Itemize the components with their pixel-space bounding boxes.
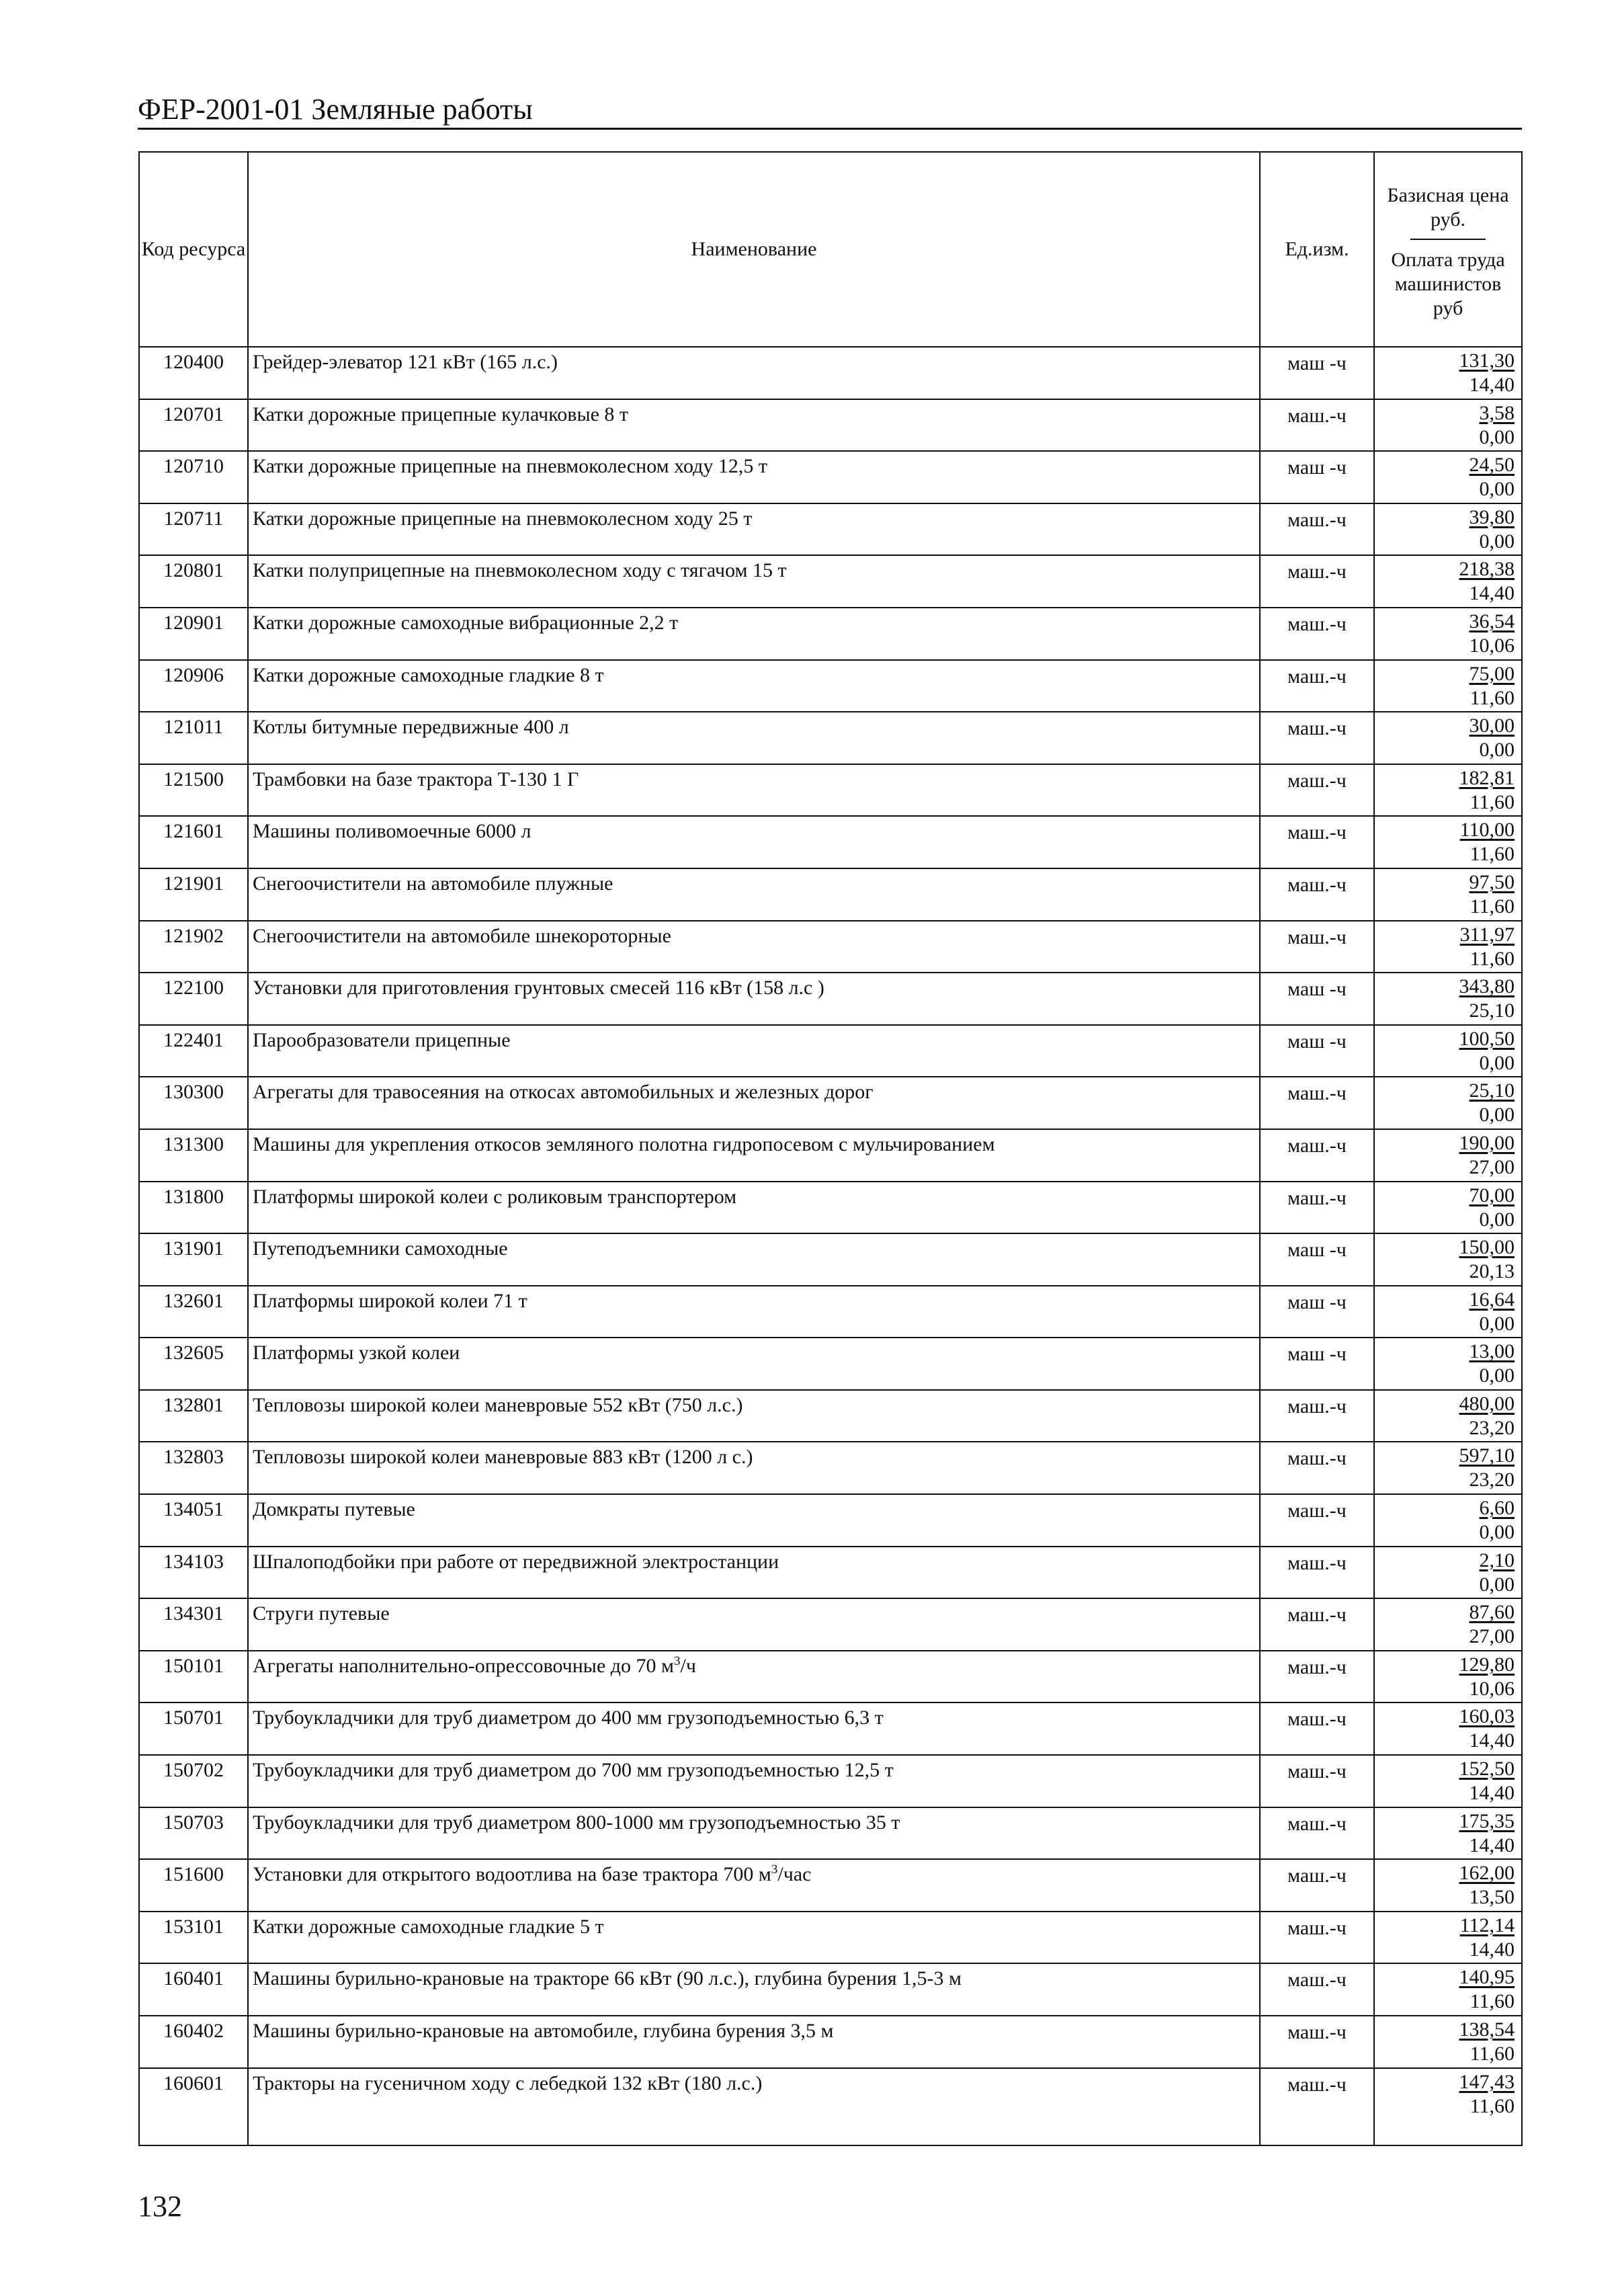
row-unit: маш -ч bbox=[1260, 451, 1374, 503]
table-row bbox=[139, 1859, 1522, 1912]
row-name: Тепловозы широкой колеи маневровые 552 кВт (750 л.с.) bbox=[248, 1390, 1260, 1442]
row-code: 121601 bbox=[139, 816, 248, 868]
row-unit: маш.-ч bbox=[1260, 1390, 1374, 1442]
row-base-price: 13,00 bbox=[1469, 1340, 1515, 1363]
row-price bbox=[1374, 1494, 1522, 1547]
row-name: Установки для приготовления грунтовых смесей 116 кВт (158 л.с ) bbox=[248, 973, 1260, 1025]
row-labor-pay: 11,60 bbox=[1470, 2043, 1515, 2065]
row-name: Машины бурильно-крановые на автомобиле, глубина бурения 3,5 м bbox=[248, 2016, 1260, 2068]
row-name: Путеподъемники самоходные bbox=[248, 1233, 1260, 1286]
row-base-price: 162,00 bbox=[1459, 1862, 1515, 1885]
row-base-price: 6,60 bbox=[1479, 1497, 1515, 1520]
row-labor-pay: 0,00 bbox=[1479, 1312, 1515, 1335]
row-labor-pay: 0,00 bbox=[1479, 425, 1515, 448]
row-code: 121902 bbox=[139, 921, 248, 973]
table-row bbox=[139, 868, 1522, 921]
header-price bbox=[1374, 152, 1522, 347]
row-code: 120400 bbox=[139, 347, 248, 399]
row-unit: маш.-ч bbox=[1260, 816, 1374, 868]
row-labor-pay: 11,60 bbox=[1470, 790, 1515, 813]
row-name-text: Установки для открытого водоотлива на базе трактора 700 м bbox=[253, 1863, 771, 1886]
row-base-price: 152,50 bbox=[1459, 1758, 1515, 1780]
row-labor-pay: 14,40 bbox=[1469, 1938, 1515, 1961]
row-price bbox=[1374, 2016, 1522, 2068]
row-unit: маш.-ч bbox=[1260, 1598, 1374, 1651]
row-unit: маш -ч bbox=[1260, 1286, 1374, 1338]
header-name: Наименование bbox=[248, 152, 1260, 347]
table-row bbox=[139, 399, 1522, 452]
row-unit: маш -ч bbox=[1260, 1338, 1374, 1390]
table-row bbox=[139, 1442, 1522, 1494]
table-row bbox=[139, 1182, 1522, 1234]
row-base-price: 131,30 bbox=[1459, 350, 1515, 372]
row-price bbox=[1374, 1963, 1522, 2016]
row-code: 131901 bbox=[139, 1233, 248, 1286]
row-unit: маш.-ч bbox=[1260, 764, 1374, 817]
row-unit: маш.-ч bbox=[1260, 1182, 1374, 1234]
row-code: 120906 bbox=[139, 660, 248, 712]
table-row bbox=[139, 1494, 1522, 1547]
row-unit: маш.-ч bbox=[1260, 1129, 1374, 1182]
row-code: 151600 bbox=[139, 1859, 248, 1912]
row-base-price: 87,60 bbox=[1469, 1601, 1515, 1624]
row-unit: маш.-ч bbox=[1260, 399, 1374, 452]
row-unit: маш.-ч bbox=[1260, 868, 1374, 921]
row-code: 160401 bbox=[139, 1963, 248, 2016]
row-unit: маш.-ч bbox=[1260, 1077, 1374, 1129]
row-code: 121011 bbox=[139, 712, 248, 764]
row-base-price: 140,95 bbox=[1459, 1966, 1515, 1989]
row-name: Платформы узкой колеи bbox=[248, 1338, 1260, 1390]
row-unit: маш -ч bbox=[1260, 1233, 1374, 1286]
row-code: 160402 bbox=[139, 2016, 248, 2068]
table-row bbox=[139, 1025, 1522, 1077]
row-unit: маш -ч bbox=[1260, 973, 1374, 1025]
row-labor-pay: 14,40 bbox=[1469, 1729, 1515, 1752]
row-name: Катки дорожные самоходные гладкие 5 т bbox=[248, 1912, 1260, 1964]
row-price bbox=[1374, 1338, 1522, 1390]
row-price bbox=[1374, 1129, 1522, 1182]
header-unit: Ед.изм. bbox=[1260, 152, 1374, 347]
row-unit: маш.-ч bbox=[1260, 1755, 1374, 1807]
row-price bbox=[1374, 921, 1522, 973]
row-unit: маш.-ч bbox=[1260, 2016, 1374, 2068]
row-unit: маш.-ч bbox=[1260, 608, 1374, 660]
row-labor-pay: 14,40 bbox=[1469, 1834, 1515, 1856]
row-name: Платформы широкой колеи 71 т bbox=[248, 1286, 1260, 1338]
row-unit: маш.-ч bbox=[1260, 2068, 1374, 2145]
table-row bbox=[139, 1233, 1522, 1286]
row-code: 150703 bbox=[139, 1807, 248, 1860]
row-price bbox=[1374, 1547, 1522, 1599]
row-code: 120711 bbox=[139, 503, 248, 556]
table-row bbox=[139, 1912, 1522, 1964]
row-unit: маш.-ч bbox=[1260, 1651, 1374, 1703]
row-labor-pay: 13,50 bbox=[1469, 1886, 1515, 1909]
row-labor-pay: 11,60 bbox=[1470, 843, 1515, 866]
row-code: 132605 bbox=[139, 1338, 248, 1390]
row-labor-pay: 0,00 bbox=[1479, 1051, 1515, 1074]
row-code: 132803 bbox=[139, 1442, 248, 1494]
row-name: Тепловозы широкой колеи маневровые 883 кВт (1200 л с.) bbox=[248, 1442, 1260, 1494]
row-name: Снегоочистители на автомобиле плужные bbox=[248, 868, 1260, 921]
row-code: 121500 bbox=[139, 764, 248, 817]
row-code: 120901 bbox=[139, 608, 248, 660]
row-price bbox=[1374, 1807, 1522, 1860]
row-name: Струги путевые bbox=[248, 1598, 1260, 1651]
row-name: Платформы широкой колеи с роликовым транспортером bbox=[248, 1182, 1260, 1234]
row-code: 120801 bbox=[139, 555, 248, 608]
row-labor-pay: 23,20 bbox=[1469, 1416, 1515, 1439]
row-unit: маш.-ч bbox=[1260, 1703, 1374, 1755]
row-base-price: 39,80 bbox=[1469, 505, 1515, 528]
row-unit: маш -ч bbox=[1260, 1025, 1374, 1077]
table-row bbox=[139, 660, 1522, 712]
row-labor-pay: 0,00 bbox=[1479, 739, 1515, 762]
row-name: Трубоукладчики для труб диаметром до 400 мм грузоподъемностью 6,3 т bbox=[248, 1703, 1260, 1755]
superscript-exponent: 3 bbox=[771, 1862, 778, 1877]
table-row bbox=[139, 973, 1522, 1025]
row-base-price: 343,80 bbox=[1459, 975, 1515, 998]
row-labor-pay: 27,00 bbox=[1469, 1155, 1515, 1178]
header-rule bbox=[138, 128, 1522, 130]
row-name: Парообразователи прицепные bbox=[248, 1025, 1260, 1077]
row-price bbox=[1374, 1233, 1522, 1286]
row-price bbox=[1374, 1651, 1522, 1703]
table-row bbox=[139, 503, 1522, 556]
table-header-row bbox=[139, 152, 1522, 347]
row-price bbox=[1374, 973, 1522, 1025]
row-price bbox=[1374, 1390, 1522, 1442]
row-unit: маш.-ч bbox=[1260, 712, 1374, 764]
row-name: Катки дорожные самоходные вибрационные 2,2 т bbox=[248, 608, 1260, 660]
table-row bbox=[139, 2068, 1522, 2145]
row-labor-pay: 14,40 bbox=[1469, 582, 1515, 605]
row-price bbox=[1374, 712, 1522, 764]
row-price bbox=[1374, 868, 1522, 921]
row-base-price: 150,00 bbox=[1459, 1236, 1515, 1259]
row-code: 150101 bbox=[139, 1651, 248, 1703]
row-unit: маш.-ч bbox=[1260, 503, 1374, 556]
row-base-price: 129,80 bbox=[1459, 1653, 1515, 1676]
superscript-exponent: 3 bbox=[674, 1653, 681, 1668]
row-name: Катки дорожные прицепные на пневмоколесном ходу 25 т bbox=[248, 503, 1260, 556]
row-code: 122100 bbox=[139, 973, 248, 1025]
row-base-price: 70,00 bbox=[1469, 1184, 1515, 1206]
row-labor-pay: 0,00 bbox=[1479, 1208, 1515, 1231]
row-unit: маш.-ч bbox=[1260, 555, 1374, 608]
row-unit: маш.-ч bbox=[1260, 660, 1374, 712]
row-name bbox=[248, 1859, 1260, 1912]
row-labor-pay: 11,60 bbox=[1470, 947, 1515, 970]
row-labor-pay: 14,40 bbox=[1469, 1782, 1515, 1805]
row-unit: маш.-ч bbox=[1260, 1912, 1374, 1964]
row-code: 132601 bbox=[139, 1286, 248, 1338]
row-name: Агрегаты для травосеяния на откосах автомобильных и железных дорог bbox=[248, 1077, 1260, 1129]
row-labor-pay: 20,13 bbox=[1469, 1260, 1515, 1283]
table-row bbox=[139, 1703, 1522, 1755]
row-price bbox=[1374, 1025, 1522, 1077]
table-row bbox=[139, 1963, 1522, 2016]
row-price bbox=[1374, 1703, 1522, 1755]
row-base-price: 160,03 bbox=[1459, 1705, 1515, 1728]
page-number: 132 bbox=[138, 2190, 182, 2223]
row-labor-pay: 11,60 bbox=[1470, 2094, 1515, 2117]
row-base-price: 2,10 bbox=[1479, 1549, 1515, 1571]
row-name-text: Агрегаты наполнительно-опрессовочные до 70 м bbox=[253, 1654, 675, 1677]
row-base-price: 182,81 bbox=[1459, 766, 1515, 789]
table-row bbox=[139, 764, 1522, 817]
header-price-base: Базисная цена руб. bbox=[1387, 184, 1509, 231]
row-name: Котлы битумные передвижные 400 л bbox=[248, 712, 1260, 764]
row-price bbox=[1374, 2068, 1522, 2145]
row-base-price: 138,54 bbox=[1459, 2018, 1515, 2041]
table-row bbox=[139, 2016, 1522, 2068]
row-unit: маш.-ч bbox=[1260, 1547, 1374, 1599]
table-row bbox=[139, 1286, 1522, 1338]
row-price bbox=[1374, 1182, 1522, 1234]
row-name: Машины для укрепления откосов земляного полотна гидропосевом с мульчированием bbox=[248, 1129, 1260, 1182]
row-code: 122401 bbox=[139, 1025, 248, 1077]
row-base-price: 175,35 bbox=[1459, 1809, 1515, 1832]
row-labor-pay: 0,00 bbox=[1479, 1104, 1515, 1126]
row-base-price: 3,58 bbox=[1479, 401, 1515, 424]
row-base-price: 16,64 bbox=[1469, 1288, 1515, 1311]
row-name: Грейдер-элеватор 121 кВт (165 л.с.) bbox=[248, 347, 1260, 399]
row-base-price: 36,54 bbox=[1469, 610, 1515, 632]
table-body bbox=[139, 347, 1522, 2145]
table-row bbox=[139, 1598, 1522, 1651]
row-code: 130300 bbox=[139, 1077, 248, 1129]
row-price bbox=[1374, 399, 1522, 452]
row-price bbox=[1374, 764, 1522, 817]
row-unit: маш.-ч bbox=[1260, 921, 1374, 973]
row-code: 121901 bbox=[139, 868, 248, 921]
row-unit: маш.-ч bbox=[1260, 1442, 1374, 1494]
row-price bbox=[1374, 660, 1522, 712]
row-name: Домкраты путевые bbox=[248, 1494, 1260, 1547]
row-labor-pay: 23,20 bbox=[1469, 1469, 1515, 1491]
resource-price-table bbox=[138, 151, 1523, 2146]
row-name: Машины бурильно-крановые на тракторе 66 кВт (90 л.с.), глубина бурения 1,5-3 м bbox=[248, 1963, 1260, 2016]
row-code: 153101 bbox=[139, 1912, 248, 1964]
row-base-price: 24,50 bbox=[1469, 454, 1515, 477]
row-name-suffix: /ч bbox=[680, 1654, 696, 1677]
row-code: 134051 bbox=[139, 1494, 248, 1547]
row-price bbox=[1374, 1286, 1522, 1338]
row-labor-pay: 27,00 bbox=[1469, 1625, 1515, 1648]
row-code: 131800 bbox=[139, 1182, 248, 1234]
row-base-price: 597,10 bbox=[1459, 1444, 1515, 1467]
row-labor-pay: 25,10 bbox=[1469, 999, 1515, 1022]
row-code: 120701 bbox=[139, 399, 248, 452]
row-code: 160601 bbox=[139, 2068, 248, 2145]
table-row bbox=[139, 816, 1522, 868]
row-price bbox=[1374, 1598, 1522, 1651]
row-price bbox=[1374, 347, 1522, 399]
table-row bbox=[139, 921, 1522, 973]
table-row bbox=[139, 1077, 1522, 1129]
row-name bbox=[248, 1651, 1260, 1703]
row-base-price: 147,43 bbox=[1459, 2070, 1515, 2093]
row-labor-pay: 11,60 bbox=[1470, 895, 1515, 917]
row-code: 134301 bbox=[139, 1598, 248, 1651]
table-row bbox=[139, 1129, 1522, 1182]
row-base-price: 100,50 bbox=[1459, 1027, 1515, 1050]
table-row bbox=[139, 608, 1522, 660]
header-price-pay: Оплата труда машинистов руб bbox=[1391, 249, 1505, 319]
row-base-price: 311,97 bbox=[1459, 923, 1515, 946]
row-name: Катки дорожные прицепные на пневмоколесном ходу 12,5 т bbox=[248, 451, 1260, 503]
table-row bbox=[139, 1807, 1522, 1860]
table-row bbox=[139, 1547, 1522, 1599]
row-base-price: 480,00 bbox=[1459, 1392, 1515, 1415]
row-name: Катки дорожные прицепные кулачковые 8 т bbox=[248, 399, 1260, 452]
row-code: 150702 bbox=[139, 1755, 248, 1807]
row-code: 120710 bbox=[139, 451, 248, 503]
row-unit: маш -ч bbox=[1260, 347, 1374, 399]
row-unit: маш.-ч bbox=[1260, 1807, 1374, 1860]
row-price bbox=[1374, 816, 1522, 868]
running-header: ФЕР-2001-01 Земляные работы bbox=[138, 93, 533, 126]
row-price bbox=[1374, 608, 1522, 660]
row-price bbox=[1374, 1859, 1522, 1912]
row-labor-pay: 11,60 bbox=[1470, 686, 1515, 709]
table-row bbox=[139, 347, 1522, 399]
table-row bbox=[139, 1651, 1522, 1703]
row-base-price: 190,00 bbox=[1459, 1131, 1515, 1154]
row-price bbox=[1374, 1755, 1522, 1807]
row-base-price: 110,00 bbox=[1459, 819, 1515, 842]
row-name: Катки полуприцепные на пневмоколесном ходу с тягачом 15 т bbox=[248, 555, 1260, 608]
row-price bbox=[1374, 451, 1522, 503]
row-labor-pay: 0,00 bbox=[1479, 1364, 1515, 1387]
row-labor-pay: 14,40 bbox=[1469, 374, 1515, 396]
table-row bbox=[139, 451, 1522, 503]
row-price bbox=[1374, 555, 1522, 608]
table-row bbox=[139, 1390, 1522, 1442]
row-name-suffix: /час bbox=[777, 1863, 812, 1886]
row-labor-pay: 10,06 bbox=[1469, 634, 1515, 657]
table-row bbox=[139, 555, 1522, 608]
table-row bbox=[139, 1338, 1522, 1390]
table-row bbox=[139, 1755, 1522, 1807]
row-base-price: 112,14 bbox=[1459, 1914, 1515, 1936]
row-unit: маш.-ч bbox=[1260, 1963, 1374, 2016]
row-price bbox=[1374, 1077, 1522, 1129]
header-code: Код ресурса bbox=[139, 152, 248, 347]
row-name: Шпалоподбойки при работе от передвижной электростанции bbox=[248, 1547, 1260, 1599]
row-code: 150701 bbox=[139, 1703, 248, 1755]
table-row bbox=[139, 712, 1522, 764]
row-name: Тракторы на гусеничном ходу с лебедкой 132 кВт (180 л.с.) bbox=[248, 2068, 1260, 2145]
row-base-price: 25,10 bbox=[1469, 1079, 1515, 1102]
row-name: Машины поливомоечные 6000 л bbox=[248, 816, 1260, 868]
row-base-price: 97,50 bbox=[1469, 870, 1515, 893]
row-code: 131300 bbox=[139, 1129, 248, 1182]
row-name: Катки дорожные самоходные гладкие 8 т bbox=[248, 660, 1260, 712]
row-code: 132801 bbox=[139, 1390, 248, 1442]
row-base-price: 30,00 bbox=[1469, 714, 1515, 737]
row-price bbox=[1374, 503, 1522, 556]
row-base-price: 218,38 bbox=[1459, 558, 1515, 581]
row-price bbox=[1374, 1912, 1522, 1964]
row-labor-pay: 0,00 bbox=[1479, 478, 1515, 501]
row-name: Трубоукладчики для труб диаметром до 700 мм грузоподъемностью 12,5 т bbox=[248, 1755, 1260, 1807]
row-labor-pay: 0,00 bbox=[1479, 1521, 1515, 1544]
row-name: Снегоочистители на автомобиле шнекороторные bbox=[248, 921, 1260, 973]
row-labor-pay: 0,00 bbox=[1479, 1573, 1515, 1596]
row-labor-pay: 11,60 bbox=[1470, 1990, 1515, 2013]
row-unit: маш.-ч bbox=[1260, 1494, 1374, 1547]
row-price bbox=[1374, 1442, 1522, 1494]
row-labor-pay: 0,00 bbox=[1479, 530, 1515, 552]
row-name: Трубоукладчики для труб диаметром 800-1000 мм грузоподъемностью 35 т bbox=[248, 1807, 1260, 1860]
row-name: Трамбовки на базе трактора Т-130 1 Г bbox=[248, 764, 1260, 817]
row-labor-pay: 10,06 bbox=[1469, 1677, 1515, 1700]
row-code: 134103 bbox=[139, 1547, 248, 1599]
row-base-price: 75,00 bbox=[1469, 662, 1515, 685]
row-unit: маш.-ч bbox=[1260, 1859, 1374, 1912]
